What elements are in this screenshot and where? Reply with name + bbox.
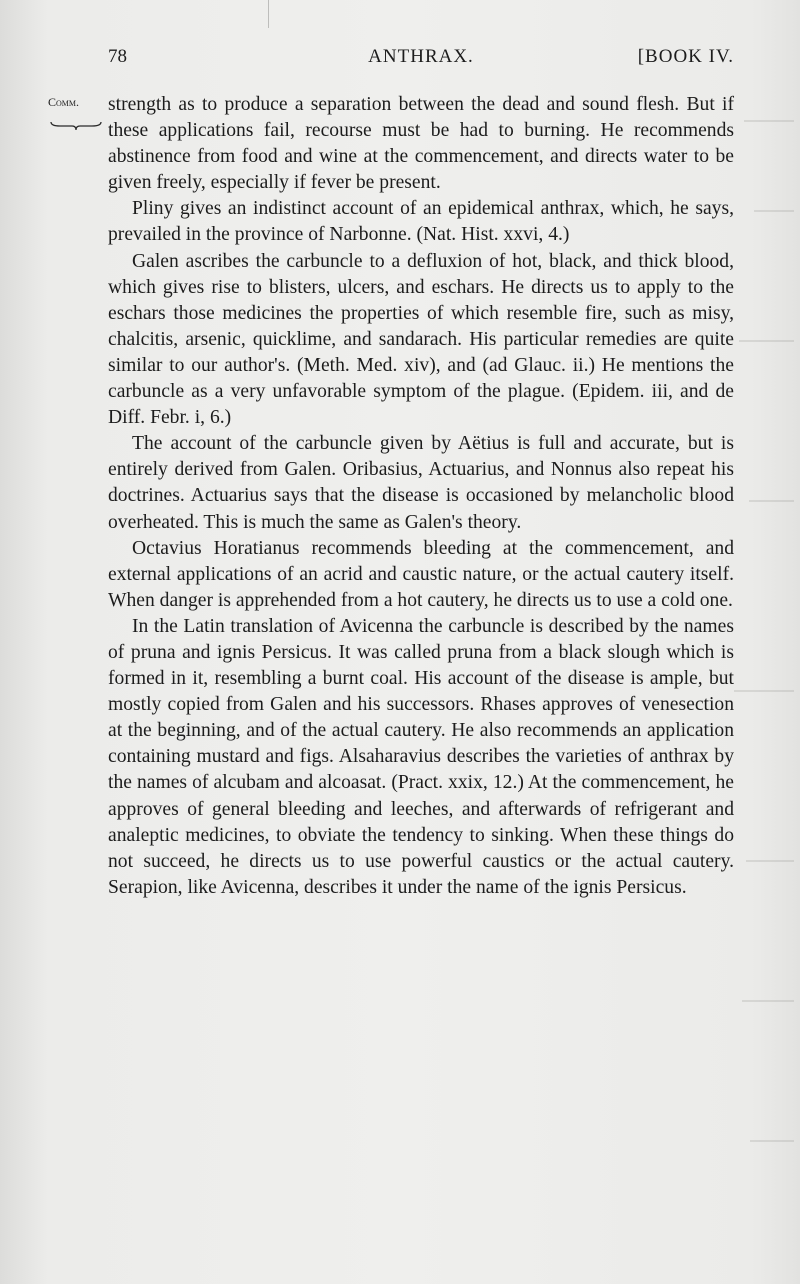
paragraph: The account of the carbuncle given by Aëtius is full and accurate, but is entirely derived from Galen. Oribasius, Actuarius, and Nonnus also repeat his doctrines. Actuarius says that the disease is occasioned by melancholic blood overheated. This is much the same as Galen's theory. <box>108 433 734 533</box>
margin-note-commentary: Comm. <box>48 95 80 109</box>
paragraph: Octavius Horatianus recommends bleeding at the commencement, and external applications of an acrid and caustic nature, or the actual cautery itself. When danger is apprehended from a hot cautery, he directs us to use a cold one. <box>108 537 734 611</box>
paragraph: Pliny gives an indistinct account of an epidemical anthrax, which, he says, prevailed in the province of Narbonne. (Nat. Hist. xxvi, 4.) <box>108 198 734 246</box>
show-through-texture <box>728 80 800 1180</box>
paragraph: strength as to produce a separation between the dead and sound flesh. But if these applications fail, recourse must be had to burning. He recommends abstinence from food and wine at the commencement, and directs water to be given freely, especially if fever be present. <box>108 94 734 194</box>
paragraph: Galen ascribes the carbuncle to a defluxion of hot, black, and thick blood, which gives rise to blisters, ulcers, and eschars. He directs us to apply to the eschars those medicines the properties of which resemble fire, such as misy, chalcitis, arsenic, quicklime, and sandarach. His particular remedies are quite similar to our author's. (Meth. Med. xiv), and (ad Glauc. ii.) He mentions the carbuncle as a very unfavorable symptom of the plague. (Epidem. iii, and de Diff. Febr. i, 6.) <box>108 250 734 429</box>
margin-brace-icon <box>50 120 102 132</box>
page-number: 78 <box>108 46 127 67</box>
running-title: ANTHRAX. <box>368 46 474 67</box>
paragraph: In the Latin translation of Avicenna the carbuncle is described by the names of pruna and ignis Persicus. It was called pruna from a black slough which is formed in it, resembling a burnt coal. His account of the disease is ample, but mostly copied from Galen and his successors. Rhases approves of venesection at the beginning, and of the actual cautery. He also recommends an application containing mustard and figs. Alsaharavius describes the varieties of anthrax by the names of alcubam and alcoasat. (Pract. xxix, 12.) At the commencement, he approves of general bleeding and leeches, and afterwards of refrigerant and analeptic medicines, to obviate the tendency to sinking. When these things do not succeed, he directs us to use powerful caustics or the actual cautery. Serapion, like Avicenna, describes it under the name of the ignis Persicus. <box>108 615 734 898</box>
book-label: [BOOK IV. <box>637 46 734 67</box>
page-header <box>108 46 734 72</box>
body-text <box>108 92 734 901</box>
gutter-line <box>268 0 269 28</box>
